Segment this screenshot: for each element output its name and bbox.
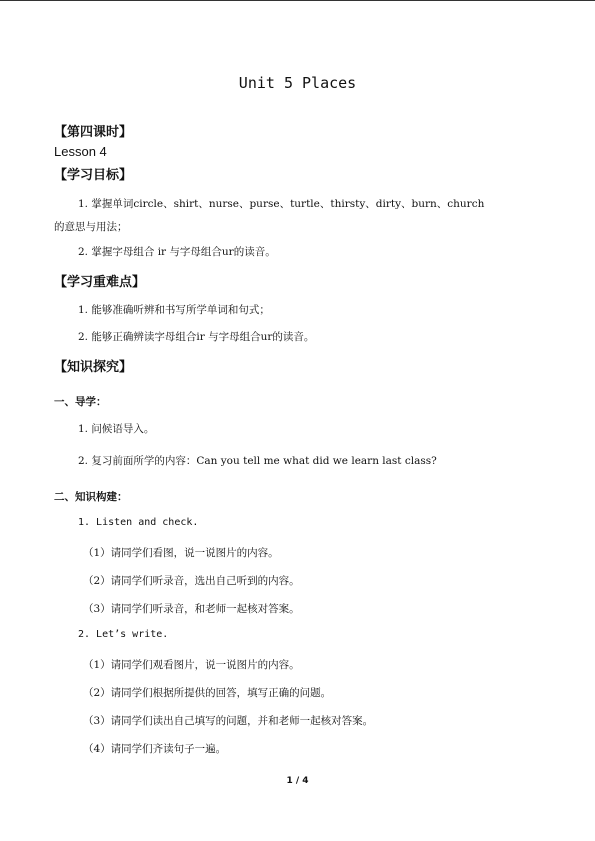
section-heading-goals: 【学习目标】 <box>54 168 133 183</box>
key-point-2: 2. 能够正确辨读字母组合ir 与字母组合ur的读音。 <box>78 331 315 343</box>
lesson-label: Lesson 4 <box>54 144 107 159</box>
build-item-2-step-4: （4）请同学们齐读句子一遍。 <box>83 743 227 755</box>
build-item-2-step-3: （3）请同学们读出自己填写的问题，并和老师一起核对答案。 <box>83 715 374 727</box>
section-heading-lesson: 【第四课时】 <box>54 125 133 140</box>
part-2-heading: 二、知识构建： <box>54 491 128 503</box>
key-point-1: 1. 能够准确听辨和书写所学单词和句式； <box>78 304 270 316</box>
build-item-1-step-1: （1）请同学们看图，说一说图片的内容。 <box>83 547 279 559</box>
part-1-heading: 一、导学： <box>54 396 107 408</box>
section-heading-key-points: 【学习重难点】 <box>54 275 146 290</box>
build-item-1-step-3: （3）请同学们听录音，和老师一起核对答案。 <box>83 603 300 615</box>
guide-item-2: 2. 复习前面所学的内容：Can you tell me what did we learn last class? <box>78 455 437 467</box>
build-item-2: 2. Let’s write. <box>78 629 169 640</box>
goal-1-line-2: 的意思与用法； <box>54 221 128 233</box>
top-border-rule <box>0 0 595 1</box>
build-item-1: 1. Listen and check. <box>78 517 199 528</box>
build-item-2-step-2: （2）请同学们根据所提供的回答，填写正确的问题。 <box>83 687 332 699</box>
section-heading-explore: 【知识探究】 <box>54 360 133 375</box>
goal-2: 2. 掌握字母组合 ir 与字母组合ur的读音。 <box>78 246 276 258</box>
page-number: 1 / 4 <box>286 776 309 786</box>
goal-1-line-1: 1. 掌握单词circle、shirt、nurse、purse、turtle、thirsty、dirty、burn、church <box>78 198 485 210</box>
build-item-2-step-1: （1）请同学们观看图片，说一说图片的内容。 <box>83 659 300 671</box>
page-title: Unit 5 Places <box>238 74 357 92</box>
build-item-1-step-2: （2）请同学们听录音，选出自己听到的内容。 <box>83 575 300 587</box>
guide-item-1: 1. 问候语导入。 <box>78 423 155 435</box>
